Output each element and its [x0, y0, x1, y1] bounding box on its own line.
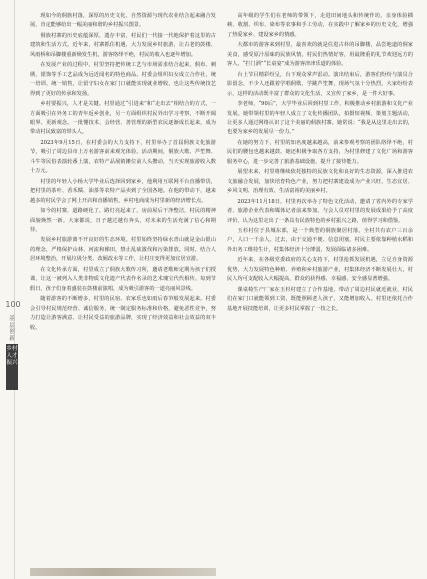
paragraph: 2023年9月15日，在村委会的大力支持下，村里举办了首届侗族文化旅游节，吸引了周边县市上万名游客前来观光体验。活动期间，侗族大歌、芦笙舞、斗牛等民俗表演轮番上演，农特产品展销摊位前人头攒动，当天实现旅游收入数十万元。 [30, 139, 216, 175]
right-text-column [227, 12, 413, 572]
paragraph: 大都市的游客来到村里，最喜欢的就是住进古朴的吊脚楼，品尝地道的侗家美食，感受原汁原味的民族风情。村民们热情好客，用最隆重的礼节欢迎远方的客人，“拦门酒”“长桌宴”成为游客津津乐道的体验。 [227, 42, 413, 68]
page-number: 100 [5, 300, 21, 309]
paragraph: 如今的村寨，道路硬化了，路灯亮起来了，房前屋后干净整洁，村民的精神面貌焕然一新。大家都说，日子越过越有奔头，对未来的生活充满了信心和期待。 [30, 208, 216, 233]
paragraph: 在文化传承方面，村里成立了侗族大歌传习所，邀请老歌师定期为孩子们授课，让这一被列入人类非物质文化遗产代表作名录的艺术瑰宝代代相传。每到节假日，孩子们身着盛装在鼓楼前演唱，成为吸引游客的一道亮丽风景线。 [30, 266, 216, 292]
section-tag-highlight: 乡村人才振兴 [6, 344, 18, 390]
paragraph: 玉杉村位于县城东部，是一个典型的侗族聚居村落，全村共有农户三百余户，人口一千余人。过去，由于交通不便、信息闭塞，村民主要依靠种植水稻和外出务工维持生计，村集体经济十分薄弱，发展面临诸多困难。 [227, 227, 413, 253]
paragraph: 随着游客的不断增多，村里的民宿、农家乐也如雨后春笋般发展起来。村委会引导村民规范经营、诚信服务，统一制定服务标准和价格，避免恶性竞争，努力打造让游客满意、让村民受益的旅游品牌，实现了经济效益和社会效益的双丰收。 [30, 296, 216, 331]
paragraph: 乡村要振兴，人才是关键。村里通过“引进来”和“走出去”相结合的方式，一方面吸引在外务工的青年返乡创业，另一方面组织村民外出学习考察，不断开阔眼界、更新观念。一批懂技术、会经营、善管理的新型农民逐渐成长起来，成为带动村民致富的带头人。 [30, 101, 216, 136]
paragraph: 现如今的侗族村落，深厚的历史文化、自然资源与现代农业结合起来融合发展，肯定能够给出一幅美丽和谐的乡村振兴图景。 [30, 13, 216, 29]
paragraph: 李老师，“90后”，大学毕业后回到村里工作，积极推动乡村旅游和文化产业发展。她带领村里的年轻人成立了文化传播团队，拍摄短视频、策划主题活动，让更多人通过网络认识了这个美丽的侗族村寨。她常说：“我是从这里走出去的，也要为家乡的发展尽一份力。” [227, 101, 413, 136]
paragraph: 高年级的学生们在老师的带领下，走进田间地头和传统作坊，亲身体验插秧、收割、织布、染布等农事和手工劳动，在实践中了解家乡的历史文化，增强了热爱家乡、建设家乡的情感。 [227, 13, 413, 38]
paragraph: 村里的年轻人小杨大学毕业后选择回到家乡，他利用互联网平台直播带货，把村里的茶叶、香禾糯、油茶等农特产品卖到了全国各地。在他的带动下，越来越多的村民学会了网上开店和直播销售，乡村电商成为村里新的经济增长点。 [30, 178, 216, 204]
paragraph: 展望未来，村里将继续依托独特的民族文化和良好的生态资源，深入推进农文旅融合发展，加快培育特色产业，努力把村寨建设成为产业兴旺、生态宜居、乡风文明、治理有效、生活富裕的美丽乡村。 [227, 169, 413, 195]
paragraph: 在发展产业的过程中，村里坚持把传统工艺与市场需求结合起来，侗布、刺绣、银饰等手工艺品成为远近闻名的特色商品。村委会组织妇女成立合作社，统一培训、统一销售，让留守妇女在家门口就能实现就业增收，也让这些传统技艺得到了更好的传承和发扬。 [30, 62, 216, 97]
paragraph: 近年来，在各级党委政府的关心支持下，村里抢抓发展机遇，立足自身资源优势，大力发展特色种植、养殖和乡村旅游产业，村集体经济不断发展壮大，村民人均可支配收入大幅提高，群众的获得感、幸福感、安全感显著增强。 [227, 257, 413, 283]
section-tag: 基层创新 [9, 316, 15, 342]
paragraph: 发展乡村旅游离不开良好的生态环境。村里始终坚持绿水青山就是金山银山的理念，严格保护山林、河流和梯田，禁止乱砍滥伐和污染排放。同时，结合人居环境整治，开展垃圾分类、改厕改水等工作，让村庄变得更加宜居宜游。 [30, 237, 216, 263]
left-text-column [30, 12, 216, 572]
paragraph: 2023年11月18日，村里再次举办了特色文化活动，邀请了省内外的专家学者、旅游企业代表和媒体记者前来参加。与会人员对村里的发展成果给予了高度评价，认为这里走出了一条具有民族特色的乡村振兴之路，值得学习和借鉴。 [227, 198, 413, 224]
paragraph: 在她的努力下，村里的知名度越来越高，前来参观考察的团队络绎不绝，村民们的腰包也越来越鼓。她还积极争取各方支持，为村里修建了文化广场和游客服务中心，进一步完善了旅游基础设施，提升了接待能力。 [227, 139, 413, 165]
photo-strip-edge [30, 568, 216, 576]
side-divider [14, 0, 15, 579]
paragraph: 课桌椅生产厂家在玉杉村建立了合作基地，带动了周边村民就近就业，村民们在家门口就能领到工资，既能照顾老人孩子，又能增加收入。村里还依托合作基地开展技能培训，让更多村民掌握了一技之长。 [227, 286, 413, 312]
paragraph: 侗族村寨的历史底蕴深厚，遗存丰富，村民们一代接一代地保护着这里的古建筑和生活方式。近年来，村寨抓住机遇，大力发展乡村旅游，让古老的鼓楼、风雨桥和吊脚楼重新焕发生机，游客络绎不绝，村民的收入也逐年增加。 [30, 32, 216, 58]
paragraph: 台上节目精彩纷呈，台下观众掌声雷动。演出结束后，游客们纷纷与演员合影留念，不少人还跟着学唱侗歌、学跳芦笙舞，现场气氛十分热烈。大家纷纷表示，这样的活动既丰富了群众的文化生活，又宣传了家乡，是一件大好事。 [227, 71, 413, 97]
